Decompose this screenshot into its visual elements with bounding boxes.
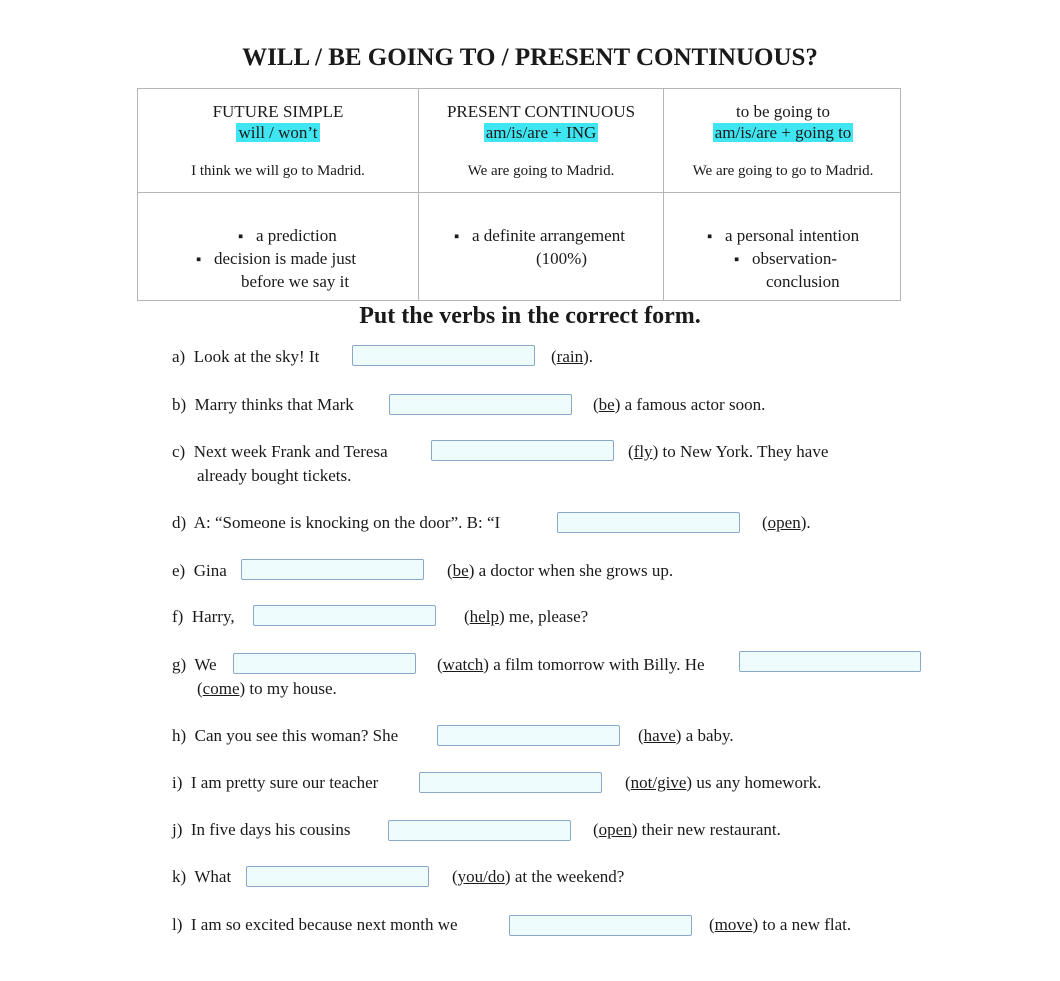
exercise-l: l) I am so excited because next month we (172, 915, 458, 934)
exercise-i: i) I am pretty sure our teacher (172, 773, 379, 792)
answer-input-g2[interactable] (739, 651, 921, 672)
verb-hint-g2: (come) to my house. (197, 679, 337, 698)
verb-hint-a: (rain). (551, 347, 594, 366)
answer-input-l[interactable] (509, 915, 692, 936)
use-item: ▪ observation- (707, 248, 859, 271)
answer-input-g1[interactable] (233, 653, 416, 674)
exercise-a: a) Look at the sky! It (172, 347, 320, 366)
column-form: am/is/are + going to (714, 123, 852, 142)
answer-input-i[interactable] (419, 772, 602, 793)
exercise-k: k) What (172, 867, 232, 886)
use-item: ▪ a definite arrangement (454, 225, 625, 248)
answer-input-h[interactable] (437, 725, 620, 746)
answer-input-c[interactable] (431, 440, 614, 461)
exercise-g: g) We (172, 655, 217, 674)
column-heading: to be going to (736, 102, 830, 121)
verb-hint-i: (not/give) us any homework. (625, 773, 822, 792)
column-heading: FUTURE SIMPLE (212, 102, 344, 121)
exercise-d: d) A: “Someone is knocking on the door”. B: “I (172, 513, 501, 532)
verb-hint-f: (help) me, please? (464, 607, 589, 626)
verb-hint-d: (open). (762, 513, 811, 532)
answer-input-b[interactable] (389, 394, 572, 415)
column-form: am/is/are + ING (485, 123, 597, 142)
table-cell-going-to (664, 101, 902, 181)
exercise-j: j) In five days his cousins (172, 820, 351, 839)
instructions: Put the verbs in the correct form. (359, 303, 701, 329)
exercise-c: c) Next week Frank and Teresa (172, 442, 388, 461)
use-item-continued: conclusion (766, 272, 840, 291)
verb-hint-k: (you/do) at the weekend? (452, 867, 625, 886)
exercise-e: e) Gina (172, 561, 227, 580)
uses-future-simple (196, 225, 356, 293)
column-example: We are going to go to Madrid. (692, 163, 874, 179)
exercise-f: f) Harry, (172, 607, 235, 626)
answer-input-e[interactable] (241, 559, 424, 580)
verb-hint-g: (watch) a film tomorrow with Billy. He (437, 655, 705, 674)
column-example: I think we will go to Madrid. (191, 163, 365, 179)
use-item: ▪ a prediction (196, 225, 356, 248)
answer-input-k[interactable] (246, 866, 429, 887)
answer-input-j[interactable] (388, 820, 571, 841)
column-example: We are going to Madrid. (467, 163, 615, 179)
uses-going-to (707, 225, 859, 293)
use-item: ▪ a personal intention (707, 225, 859, 248)
answer-input-f[interactable] (253, 605, 436, 626)
use-item-continued: (100%) (536, 249, 587, 268)
exercise-b: b) Marry thinks that Mark (172, 395, 354, 414)
table-divider (138, 192, 900, 193)
verb-hint-c: (fly) to New York. They have (628, 442, 829, 461)
uses-present-continuous (454, 225, 625, 270)
verb-hint-e: (be) a doctor when she grows up. (447, 561, 674, 580)
table-cell-present-continuous (419, 101, 663, 181)
verb-hint-h: (have) a baby. (638, 726, 734, 745)
grammar-table (137, 88, 901, 301)
exercise-c-continued: already bought tickets. (197, 466, 352, 485)
exercise-h: h) Can you see this woman? She (172, 726, 399, 745)
column-form: will / won’t (238, 123, 318, 142)
use-item: ▪ decision is made just (196, 248, 356, 271)
verb-hint-l: (move) to a new flat. (709, 915, 852, 934)
table-cell-future-simple (138, 101, 418, 181)
answer-input-d[interactable] (557, 512, 740, 533)
answer-input-a[interactable] (352, 345, 535, 366)
worksheet-title: WILL / BE GOING TO / PRESENT CONTINUOUS? (242, 44, 818, 71)
column-heading: PRESENT CONTINUOUS (446, 102, 636, 121)
use-item-continued: before we say it (241, 272, 350, 291)
verb-hint-j: (open) their new restaurant. (593, 820, 781, 839)
verb-hint-b: (be) a famous actor soon. (593, 395, 766, 414)
